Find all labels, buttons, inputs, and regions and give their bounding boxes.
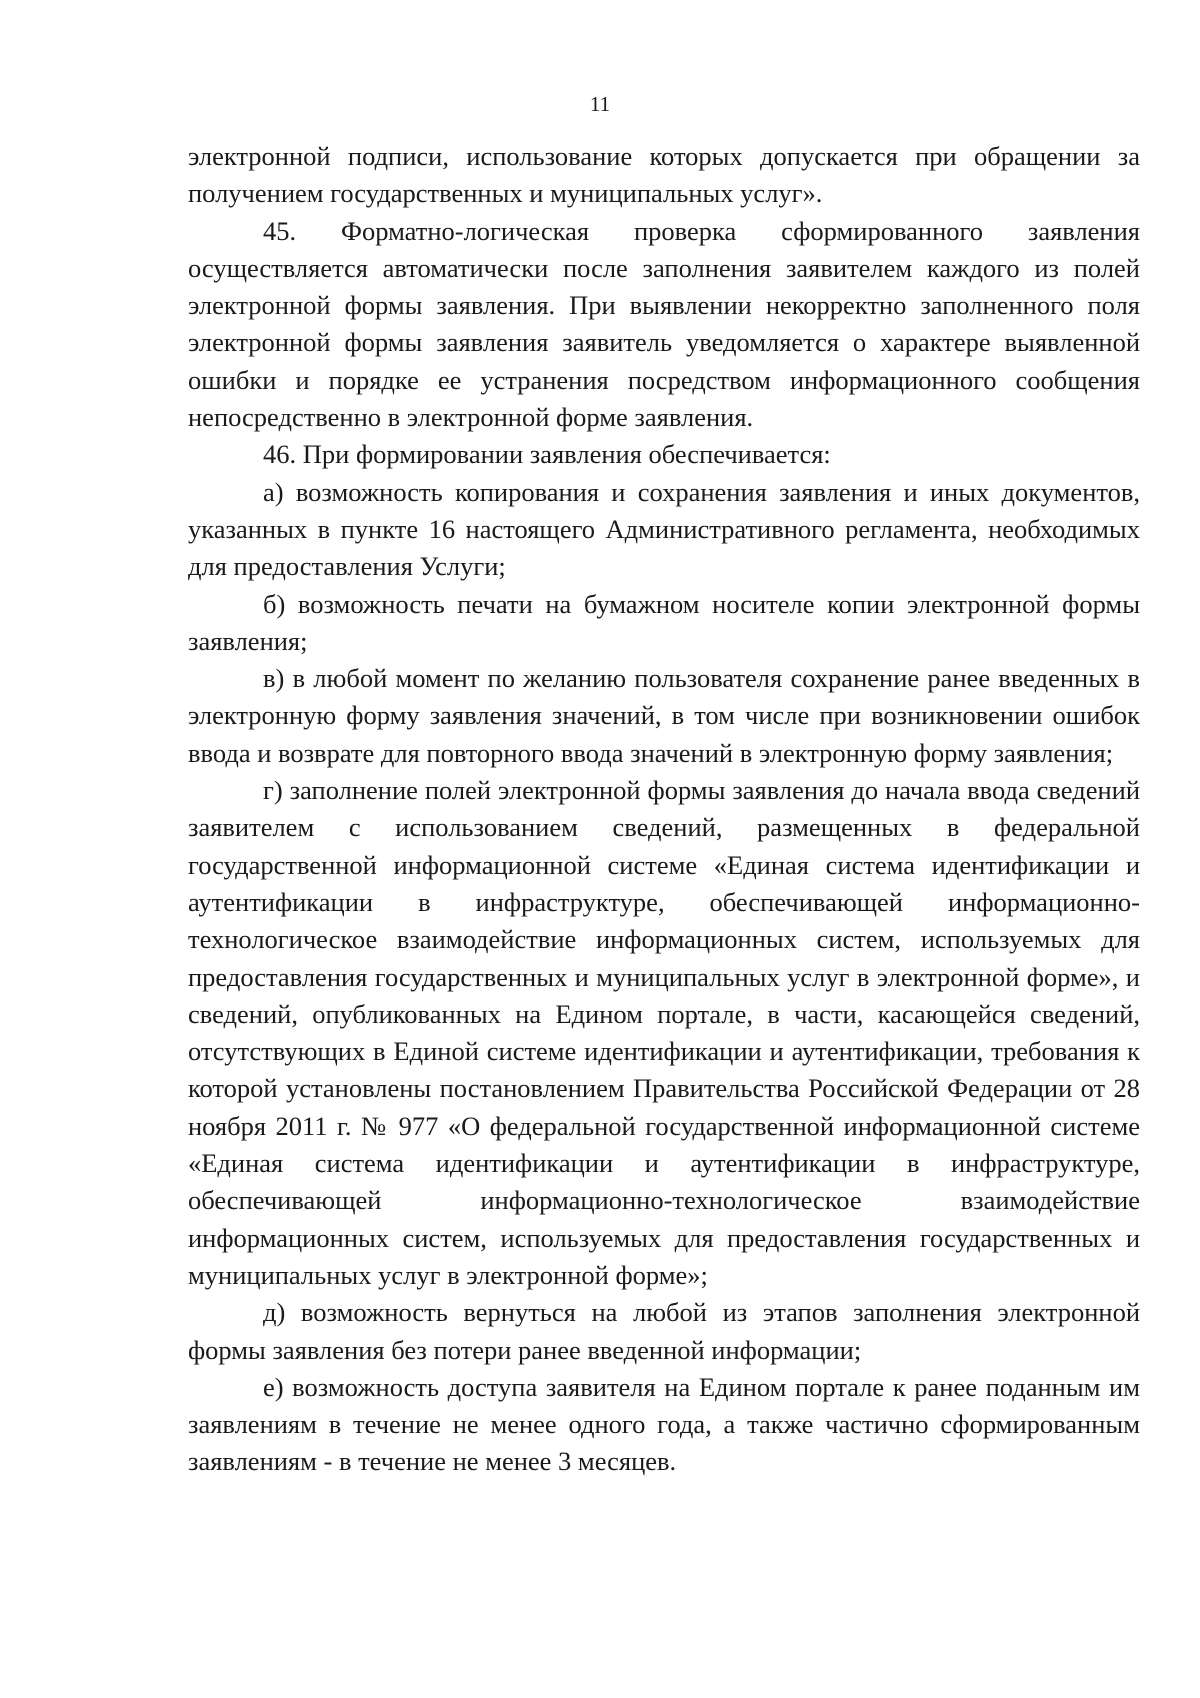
list-item-d: д) возможность вернуться на любой из этапов заполнения электронной формы заявления без потери ранее введенной информации;	[188, 1297, 1140, 1365]
list-item-b: б) возможность печати на бумажном носителе копии электронной формы заявления;	[188, 588, 1140, 656]
list-item-g: г) заполнение полей электронной формы заявления до начала ввода сведений заявителем с использованием сведений, размещенных в федеральной государственной информационной системе «Единая система идентификации и аутентификации в инфраструктуре, обеспечивающей информационно-технологическое взаимодействие информационных систем, используемых для предоставления государственных и муниципальных услуг в электронной форме», и сведений, опубликованных на Едином портале, в части, касающейся сведений, отсутствующих в Единой системе идентификации и аутентификации, требования к которой установлены постановлением Правительства Российской Федерации от 28 ноября 2011 г. № 977 «О федеральной государственной информационной системе «Единая система идентификации и аутентификации в инфраструктуре, обеспечивающей информационно-технологическое взаимодействие информационных систем, используемых для предоставления государственных и муниципальных услуг в электронной форме»;	[188, 775, 1140, 1290]
paragraph-45: 45. Форматно-логическая проверка сформированного заявления осуществляется автоматически после заполнения заявителем каждого из полей электронной формы заявления. При выявлении некорректно заполненного поля электронной формы заявления заявитель уведомляется о характере выявленной ошибки и порядке ее устранения посредством информационного сообщения непосредственно в электронной форме заявления.	[188, 215, 1140, 433]
list-item-e: е) возможность доступа заявителя на Едином портале к ранее поданным им заявлениям в течение не менее одного года, а также частично сформированным заявлениям - в течение не менее 3 месяцев.	[188, 1371, 1140, 1477]
list-item-a: а) возможность копирования и сохранения заявления и иных документов, указанных в пункте 16 настоящего Административного регламента, необходимых для предоставления Услуги;	[188, 476, 1140, 582]
list-item-v: в) в любой момент по желанию пользователя сохранение ранее введенных в электронную форму заявления значений, в том числе при возникновении ошибок ввода и возврате для повторного ввода значений в электронную форму заявления;	[188, 663, 1140, 768]
document-body	[188, 138, 1140, 1481]
page-number: 11	[589, 92, 611, 116]
paragraph-46: 46. При формировании заявления обеспечивается:	[263, 439, 831, 470]
paragraph-continuation: электронной подписи, использование которых допускается при обращении за получением государственных и муниципальных услуг».	[188, 141, 1140, 209]
